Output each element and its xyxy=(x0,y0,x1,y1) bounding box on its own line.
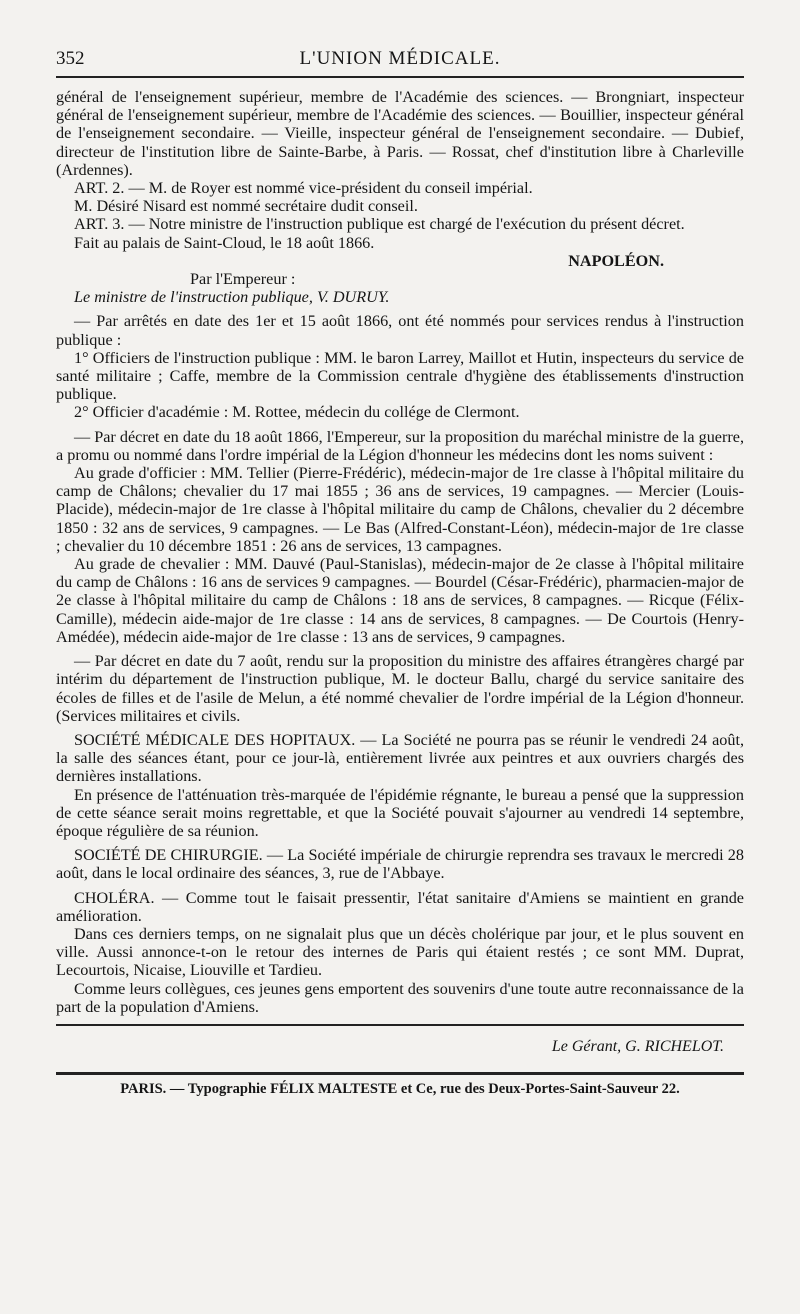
article-body xyxy=(56,88,744,1016)
signature-napoleon: NAPOLÉON. xyxy=(568,251,664,270)
paragraph-art-3: ART. 3. — Notre ministre de l'instruction publique est chargé de l'exécution du présent décret. xyxy=(74,215,685,234)
footer-rule-top xyxy=(56,1024,744,1026)
footer-rule-bottom xyxy=(56,1072,744,1075)
paragraph-art-2: ART. 2. — M. de Royer est nommé vice-président du conseil impérial. xyxy=(74,179,533,198)
paragraph-by-emperor: Par l'Empereur : xyxy=(190,270,296,289)
paragraph-grade-chevalier: Au grade de chevalier : MM. Dauvé (Paul-Stanislas), médecin-major de 2e classe à l'hôpital militaire du camp de Châlons : 16 ans de services 9 campagnes. — Bourdel (César-Frédéric), pharmacien-major de 2e classe à l'hôpital militaire du camp de Châlons : 18 ans de services, 8 campagnes. — Ricque (Félix-Camille), médecin aide-major de 1re classe : 14 ans de services, 8 campagnes. — De Courtois (Henry-Amédée), médecin aide-major de 1re classe : 13 ans de services, 9 campagnes. xyxy=(56,555,744,646)
paragraph-attenuation: En présence de l'atténuation très-marquée de l'épidémie régnante, le bureau a pensé que la suppression de cette séance serait moins regrettable, et que la Société pouvait s'ajourner au vendredi 14 septembre, époque régulière de sa réunion. xyxy=(56,785,744,840)
printer-imprint: PARIS. — Typographie FÉLIX MALTESTE et Ce, rue des Deux-Portes-Saint-Sauveur 22. xyxy=(120,1080,680,1097)
running-head: L'UNION MÉDICALE. xyxy=(299,48,501,69)
paragraph-secretary: M. Désiré Nisard est nommé secrétaire dudit conseil. xyxy=(74,197,418,216)
paragraph-cholera: CHOLÉRA. — Comme tout le faisait pressentir, l'état sanitaire d'Amiens se maintient en grande amélioration. xyxy=(56,888,744,925)
paragraph-derniers-temps: Dans ces derniers temps, on ne signalait plus que un décès cholérique par jour, et le plus souvent en ville. Aussi annonce-t-on le retour des internes de Paris qui étaient restés ; ce sont MM. Duprat, Lecourtois, Nicaise, Liouville et Tardieu. xyxy=(56,924,744,980)
paragraph-arretes: — Par arrêtés en date des 1er et 15 août 1866, ont été nommés pour services rendus à l'instruction publique : xyxy=(56,312,744,349)
gerant-signature: Le Gérant, G. RICHELOT. xyxy=(551,1037,724,1055)
paragraph-decret-ballu: — Par décret en date du 7 août, rendu sur la proposition du ministre des affaires étrangères chargé par intérim du département de l'instruction publique, M. le docteur Ballu, chargé du service sanitaire des écoles de filles et de l'asile de Melun, a été nommé chevalier de l'ordre impérial de la Légion d'honneur. (Services militaires et civils. xyxy=(56,652,744,725)
paragraph-grade-officier: Au grade d'officier : MM. Tellier (Pierre-Frédéric), médecin-major de 1re classe à l'hôpital militaire du camp de Châlons; chevalier du 17 mai 1855 ; 36 ans de services, 19 campagnes. — Mercier (Louis-Placide), médecin-major de 1re classe à l'hôpital militaire du camp de Châlons, chevalier du 2 décembre 1850 : 32 ans de services, 9 campagnes. — Le Bas (Alfred-Constant-Léon), médecin-major de 1re classe ; chevalier du 10 décembre 1851 : 26 ans de services, 13 campagnes. xyxy=(56,464,744,555)
paragraph-minister: Le ministre de l'instruction publique, V. DURUY. xyxy=(74,288,390,307)
page-number: 352 xyxy=(56,48,85,69)
header-rule xyxy=(56,76,744,78)
paragraph-officier-academie: 2° Officier d'académie : M. Rottee, médecin du collége de Clermont. xyxy=(74,403,520,422)
paragraph-signed-at: Fait au palais de Saint-Cloud, le 18 août 1866. xyxy=(74,233,375,252)
paragraph-societe-medicale: SOCIÉTÉ MÉDICALE DES HOPITAUX. — La Société ne pourra pas se réunir le vendredi 24 août, la salle des séances étant, pour ce jour-là, entièrement livrée aux peintres et aux ouvriers chargés des dernières installations. xyxy=(56,730,744,786)
paragraph-council-members: général de l'enseignement supérieur, membre de l'Académie des sciences. — Brongniart, inspecteur général de l'enseignement supérieur, membre de l'Académie des sciences. — Bouillier, inspecteur général de l'enseignement secondaire. — Vieille, inspecteur général de l'enseignement secondaire. — Dubief, directeur de l'institution libre de Sainte-Barbe, à Paris. — Rossat, chef d'institution libre à Charleville (Ardennes). xyxy=(56,88,744,179)
paragraph-societe-chirurgie: SOCIÉTÉ DE CHIRURGIE. — La Société impériale de chirurgie reprendra ses travaux le mercredi 28 août, dans le local ordinaire des séances, 3, rue de l'Abbaye. xyxy=(56,846,744,883)
paragraph-decret-legion: — Par décret en date du 18 août 1866, l'Empereur, sur la proposition du maréchal ministre de la guerre, a promu ou nommé dans l'ordre impérial de la Légion d'honneur les médecins dont les noms suivent : xyxy=(56,427,744,464)
paragraph-officiers: 1° Officiers de l'instruction publique : MM. le baron Larrey, Maillot et Hutin, inspecteurs du service de santé militaire ; Caffe, membre de la Commission centrale d'hygiène des établissements d'instruction publique. xyxy=(56,348,744,404)
paragraph-collegues: Comme leurs collègues, ces jeunes gens emportent des souvenirs d'une toute autre reconnaissance de la part de la population d'Amiens. xyxy=(56,979,744,1016)
page-header xyxy=(56,40,744,69)
